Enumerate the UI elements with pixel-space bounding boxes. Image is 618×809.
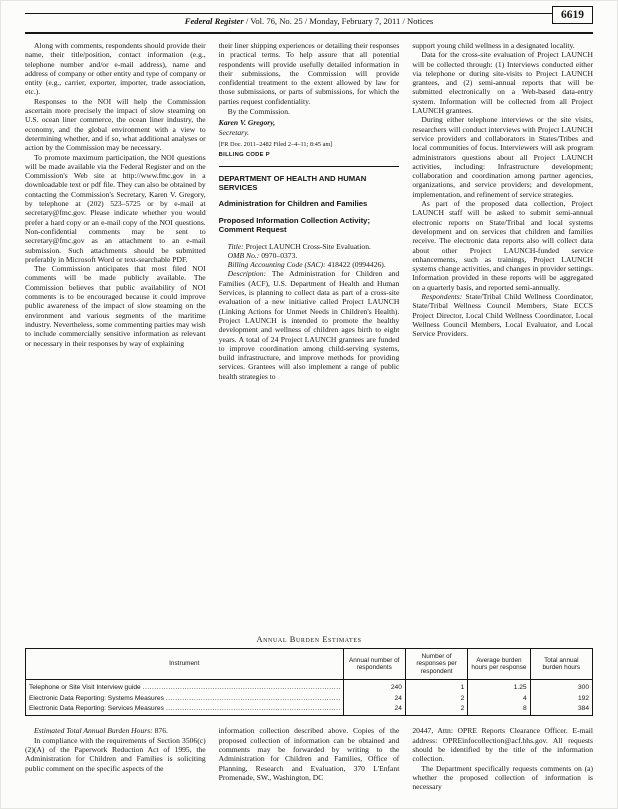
body-columns-top xyxy=(25,41,593,625)
notice-subheading: Proposed Information Collection Activity; Comment Request xyxy=(218,215,371,235)
signature-name: Karen V. Gregory, xyxy=(218,118,276,128)
cell-instrument xyxy=(26,680,344,693)
column-3 xyxy=(412,41,593,625)
description-text: The Administration for Children and Families (ACF), U.S. Department of Health and Human Services, is planning to collect data as part of a cross-site evaluation of a new initiative called Project LAUNCH (Linking Actions for Unmet Needs in Children's Health). Project LAUNCH is intended to promote the healthy development and wellness of children ages birth to eight years. A total of 24 Project LAUNCH grantees are funded to improve coordination among child-serving systems, build infrastructure, and improve methods for providing services. Grantees will also implement a range of public health strategies to xyxy=(218,269,400,381)
cell-respondents: 24 xyxy=(343,704,405,716)
instrument-name: Telephone or Site Visit Interview guide xyxy=(29,684,141,692)
column-header-avg-hours: Average burden hours per response xyxy=(468,649,530,680)
cell-instrument xyxy=(26,704,344,716)
journal-title: Federal Register xyxy=(184,16,244,26)
table-row xyxy=(26,704,593,716)
header-bottom-rule xyxy=(25,32,593,34)
paragraph: their liner shipping experiences or detailing their responses in practical terms. To help assure that all potential respondents will provide usefully detailed information in their submissions, the Commission will provide confidential treatment to the extent allowed by law for those submissions, or parts of submissions, for which the parties request confidentiality. xyxy=(218,41,400,106)
title-paragraph xyxy=(219,242,400,251)
column-2 xyxy=(219,41,400,625)
annual-burden-estimates-section xyxy=(25,635,593,716)
by-commission-line: By the Commission. xyxy=(227,107,290,117)
column-1 xyxy=(25,41,206,625)
cell-instrument xyxy=(26,693,344,703)
bottom-column-1 xyxy=(25,726,206,809)
body-columns-bottom xyxy=(25,726,593,809)
table-row xyxy=(26,693,593,703)
fr-doc-line: [FR Doc. 2011–2482 Filed 2–4–11; 8:45 am] xyxy=(218,140,333,148)
paragraph: In compliance with the requirements of Section 3506(c)(2)(A) of the Paperwork Reduction Act of 1995, the Administration for Children and Families is soliciting public comment on the specific aspects of the xyxy=(25,735,206,773)
total-burden-paragraph xyxy=(25,726,206,735)
cell-respondents: 24 xyxy=(343,693,405,703)
description-label: Description: xyxy=(227,269,267,279)
omb-label: OMB No.: xyxy=(227,250,260,260)
dot-leader xyxy=(166,705,340,712)
cell-total-hours: 192 xyxy=(530,693,592,703)
billing-code-line: BILLING CODE P xyxy=(218,152,270,159)
paragraph: During either telephone interviews or the site visits, researchers will conduct interviews with Project LAUNCH service providers and collaborators in States/Tribes and local communities of focus. Interviewers will ask program administrators questions about all Project LAUNCH activities, including: Infrastructure development; collaboration and coordination among partner agencies, organizations, and service providers; and development, implementation, and refinement of service strategies. xyxy=(412,115,593,199)
column-header-respondents: Annual number of respondents xyxy=(343,649,405,680)
total-burden-value: 876. xyxy=(152,726,168,736)
column-header-instrument: Instrument xyxy=(26,649,344,680)
header-top-rule xyxy=(25,13,593,14)
signature-title: Secretary. xyxy=(218,127,249,137)
agency-subheading: Administration for Children and Families xyxy=(218,199,368,209)
instrument-name: Electronic Data Reporting: Services Measures xyxy=(29,705,164,713)
cell-respondents: 240 xyxy=(343,680,405,693)
respondents-text: State/Tribal Child Wellness Coordinator, State/Tribal Wellness Council Members, State ECCS Project Director, Local Child Wellness Coordinator, Local Wellness Council Members, Local Evaluator, and Local Service Providers. xyxy=(412,292,593,339)
document-separator-rule xyxy=(219,166,400,167)
paragraph: Data for the cross-site evaluation of Project LAUNCH will be collected through: (1) Interviews conducted either via telephone or during site-visits to Project LAUNCH grantees, and (2) semi-annual reports that will be submitted electronically on a Web-based data-entry system. Information will be collected from all Project LAUNCH grantees. xyxy=(412,50,593,116)
paragraph: As part of the proposed data collection, Project LAUNCH staff will be asked to submit semi-annual electronic reports on State/Tribal and local systems development and on services that children and families receive. The electronic data reports also will collect data about other Project LAUNCH-funded service enhancements, such as trainings, Project LAUNCH systems change activities, and changes in provider settings. Information provided in these reports will be aggregated on a quarterly basis, and reported semi-annually. xyxy=(412,199,593,292)
paragraph: 20447, Attn: OPRE Reports Clearance Officer. E-mail address: OPREinfocollection@acf.hhs.gov. All requests should be identified by the title of the information collection. xyxy=(412,726,593,764)
journal-citation: / Vol. 76, No. 25 / Monday, February 7, 2011 / Notices xyxy=(243,16,434,26)
sac-label: Billing Accounting Code (SAC): xyxy=(227,260,326,270)
column-header-responses: Number of responses per respondent xyxy=(405,649,467,680)
title-label: Title: xyxy=(227,241,244,251)
dot-leader xyxy=(166,695,340,702)
cell-responses: 1 xyxy=(405,680,467,693)
sac-text: 418422 (0994426). xyxy=(325,260,386,270)
cell-responses: 2 xyxy=(405,704,467,716)
respondents-label: Respondents: xyxy=(421,292,463,302)
column-header-total-hours: Total annual burden hours xyxy=(530,649,592,680)
paragraph: To promote maximum participation, the NOI questions will be made available via the Federal Register and on the Commission's Web site at http://www.fmc.gov in a downloadable text or pdf file. They can also be obtained by contacting the Commission's Secretary, Karen V. Gregory, by telephone at (202) 523–5725 or by e-mail at secretary@fmc.gov. Please indicate whether you would prefer a hard copy or an e-mail copy of the NOI questions. Non-confidential comments may be sent to secretary@fmc.gov as an attachment to an e-mail submission. Such attachments should be submitted preferably in Microsoft Word or text-searchable PDF. xyxy=(25,152,206,264)
page-number-badge: 6619 xyxy=(552,6,593,24)
paragraph: Responses to the NOI will help the Commission ascertain more precisely the impact of slow steaming on U.S. ocean liner commerce, the ocean liner industry, the economy, and the global environment with a view to determining whether, and if so, what additional analyses or action by the Commission may be necessary. xyxy=(25,96,206,153)
page-header xyxy=(25,10,593,31)
cell-total-hours: 300 xyxy=(530,680,592,693)
respondents-paragraph xyxy=(412,292,593,338)
bottom-column-3 xyxy=(412,726,593,809)
table-header xyxy=(26,649,593,680)
cell-responses: 2 xyxy=(405,693,467,703)
header-journal-line xyxy=(179,16,440,26)
description-paragraph xyxy=(219,269,400,381)
burden-table xyxy=(25,648,593,716)
cell-total-hours: 384 xyxy=(530,704,592,716)
table-title: Annual Burden Estimates xyxy=(256,635,362,644)
bottom-column-2 xyxy=(219,726,400,809)
dot-leader xyxy=(143,684,340,691)
cell-avg-hours: 1.25 xyxy=(468,680,530,693)
instrument-name: Electronic Data Reporting: Systems Measures xyxy=(29,694,164,702)
department-heading: DEPARTMENT OF HEALTH AND HUMAN SERVICES xyxy=(218,173,367,192)
total-burden-label: Estimated Total Annual Burden Hours: xyxy=(34,726,153,736)
paragraph: Along with comments, respondents should provide their name, their title/position, contact information (e.g., telephone number and/or e-mail address), name and address of company or other entity and type of company or entity (e.g., carrier, exporter, importer, trade association, etc.). xyxy=(25,41,206,97)
table-row xyxy=(26,680,593,693)
paragraph: The Department specifically requests comments on (a) whether the proposed collection of information is necessary xyxy=(412,763,593,792)
cell-avg-hours: 4 xyxy=(468,693,530,703)
cell-avg-hours: 8 xyxy=(468,704,530,716)
sac-paragraph xyxy=(219,260,400,269)
omb-text: 0970–0373. xyxy=(259,250,298,260)
paragraph: The Commission anticipates that most filed NOI comments will be made publicly available. The Commission believes that public availability of NOI comments is to be encouraged because it could improve public awareness of the impact of slow steaming on the environment and various segments of the maritime industry. Nevertheless, some commenting parties may wish to include commercially sensitive information as relevant or necessary in their responses by way of explaining xyxy=(25,264,206,348)
omb-paragraph xyxy=(219,251,400,260)
title-text: Project LAUNCH Cross-Site Evaluation. xyxy=(243,241,371,251)
paragraph: support young child wellness in a designated locality. xyxy=(412,41,575,50)
paragraph: information collection described above. Copies of the proposed collection of information can be obtained and comments may be forwarded by writing to the Administration for Children and Families, Office of Planning, Research and Evaluation, 370 L'Enfant Promenade, SW., Washington, DC xyxy=(218,726,400,782)
